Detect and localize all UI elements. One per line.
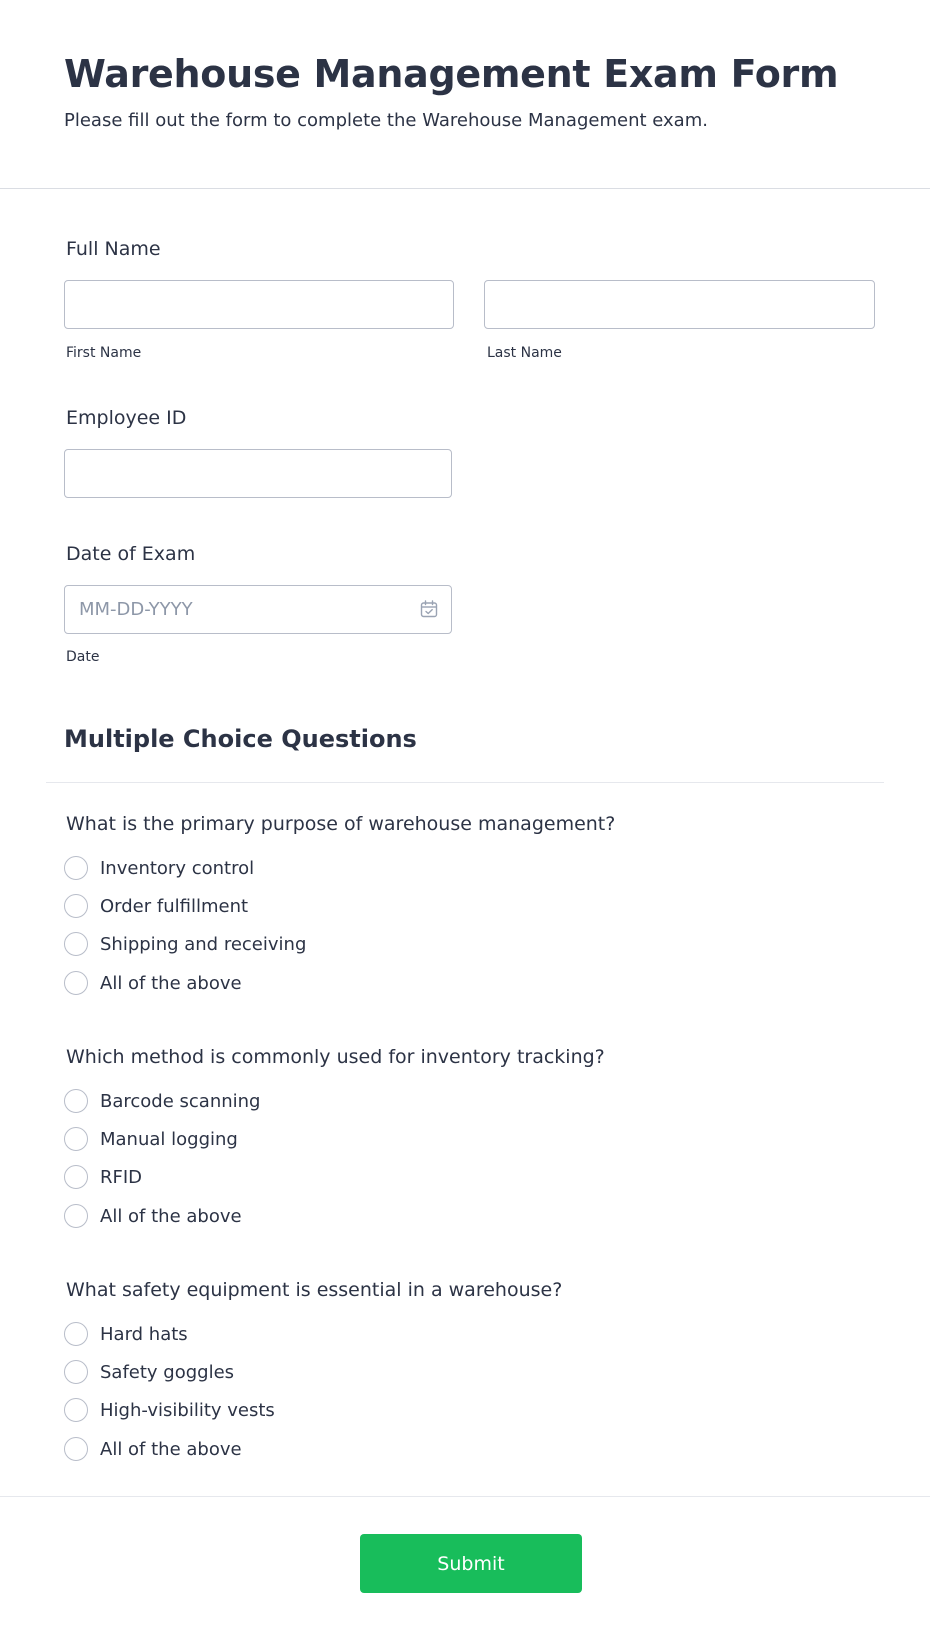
- q2-option-3[interactable]: [64, 1164, 142, 1190]
- q1-option-3[interactable]: [64, 931, 306, 957]
- page-title: Warehouse Management Exam Form: [64, 52, 839, 96]
- section-divider: [46, 782, 884, 783]
- option-label: Order fulfillment: [100, 895, 249, 917]
- section-title: Multiple Choice Questions: [64, 725, 417, 753]
- option-label: High-visibility vests: [100, 1399, 275, 1421]
- question-1-text: What is the primary purpose of warehouse management?: [66, 813, 616, 835]
- option-label: Manual logging: [100, 1128, 238, 1150]
- radio-button[interactable]: [64, 1204, 88, 1228]
- first-name-input[interactable]: [64, 280, 454, 329]
- question-3-text: What safety equipment is essential in a warehouse?: [66, 1279, 563, 1301]
- radio-button[interactable]: [64, 1437, 88, 1461]
- last-name-sublabel: Last Name: [487, 345, 562, 361]
- option-label: All of the above: [100, 972, 242, 994]
- radio-button[interactable]: [64, 1322, 88, 1346]
- option-label: RFID: [100, 1166, 143, 1188]
- radio-button[interactable]: [64, 1360, 88, 1384]
- page-subtitle: Please fill out the form to complete the Warehouse Management exam.: [64, 110, 708, 131]
- q3-option-3[interactable]: [64, 1397, 275, 1423]
- radio-button[interactable]: [64, 932, 88, 956]
- radio-button[interactable]: [64, 1127, 88, 1151]
- question-2-text: Which method is commonly used for inventory tracking?: [66, 1046, 605, 1068]
- date-of-exam-label: Date of Exam: [66, 543, 196, 565]
- option-label: All of the above: [100, 1438, 242, 1460]
- q2-option-2[interactable]: [64, 1126, 238, 1152]
- radio-button[interactable]: [64, 1089, 88, 1113]
- submit-button[interactable]: Submit: [360, 1534, 582, 1593]
- date-input[interactable]: [64, 585, 452, 634]
- option-label: Barcode scanning: [100, 1090, 261, 1112]
- option-label: Safety goggles: [100, 1361, 235, 1383]
- option-label: All of the above: [100, 1205, 242, 1227]
- q1-option-4[interactable]: [64, 970, 242, 996]
- q3-option-4[interactable]: [64, 1436, 242, 1462]
- q3-option-1[interactable]: [64, 1321, 188, 1347]
- radio-button[interactable]: [64, 1398, 88, 1422]
- employee-id-label: Employee ID: [66, 407, 187, 429]
- q2-option-1[interactable]: [64, 1088, 260, 1114]
- form-header: [0, 0, 930, 189]
- radio-button[interactable]: [64, 856, 88, 880]
- radio-button[interactable]: [64, 1165, 88, 1189]
- radio-button[interactable]: [64, 971, 88, 995]
- option-label: Hard hats: [100, 1323, 188, 1345]
- footer-divider: [0, 1496, 930, 1497]
- full-name-label: Full Name: [66, 238, 161, 260]
- last-name-input[interactable]: [484, 280, 875, 329]
- q1-option-2[interactable]: [64, 893, 248, 919]
- employee-id-input[interactable]: [64, 449, 452, 498]
- option-label: Shipping and receiving: [100, 933, 307, 955]
- q2-option-4[interactable]: [64, 1203, 242, 1229]
- radio-button[interactable]: [64, 894, 88, 918]
- calendar-icon[interactable]: [420, 600, 438, 618]
- q3-option-2[interactable]: [64, 1359, 234, 1385]
- q1-option-1[interactable]: [64, 855, 254, 881]
- first-name-sublabel: First Name: [66, 345, 142, 361]
- date-sublabel: Date: [66, 649, 100, 665]
- option-label: Inventory control: [100, 857, 255, 879]
